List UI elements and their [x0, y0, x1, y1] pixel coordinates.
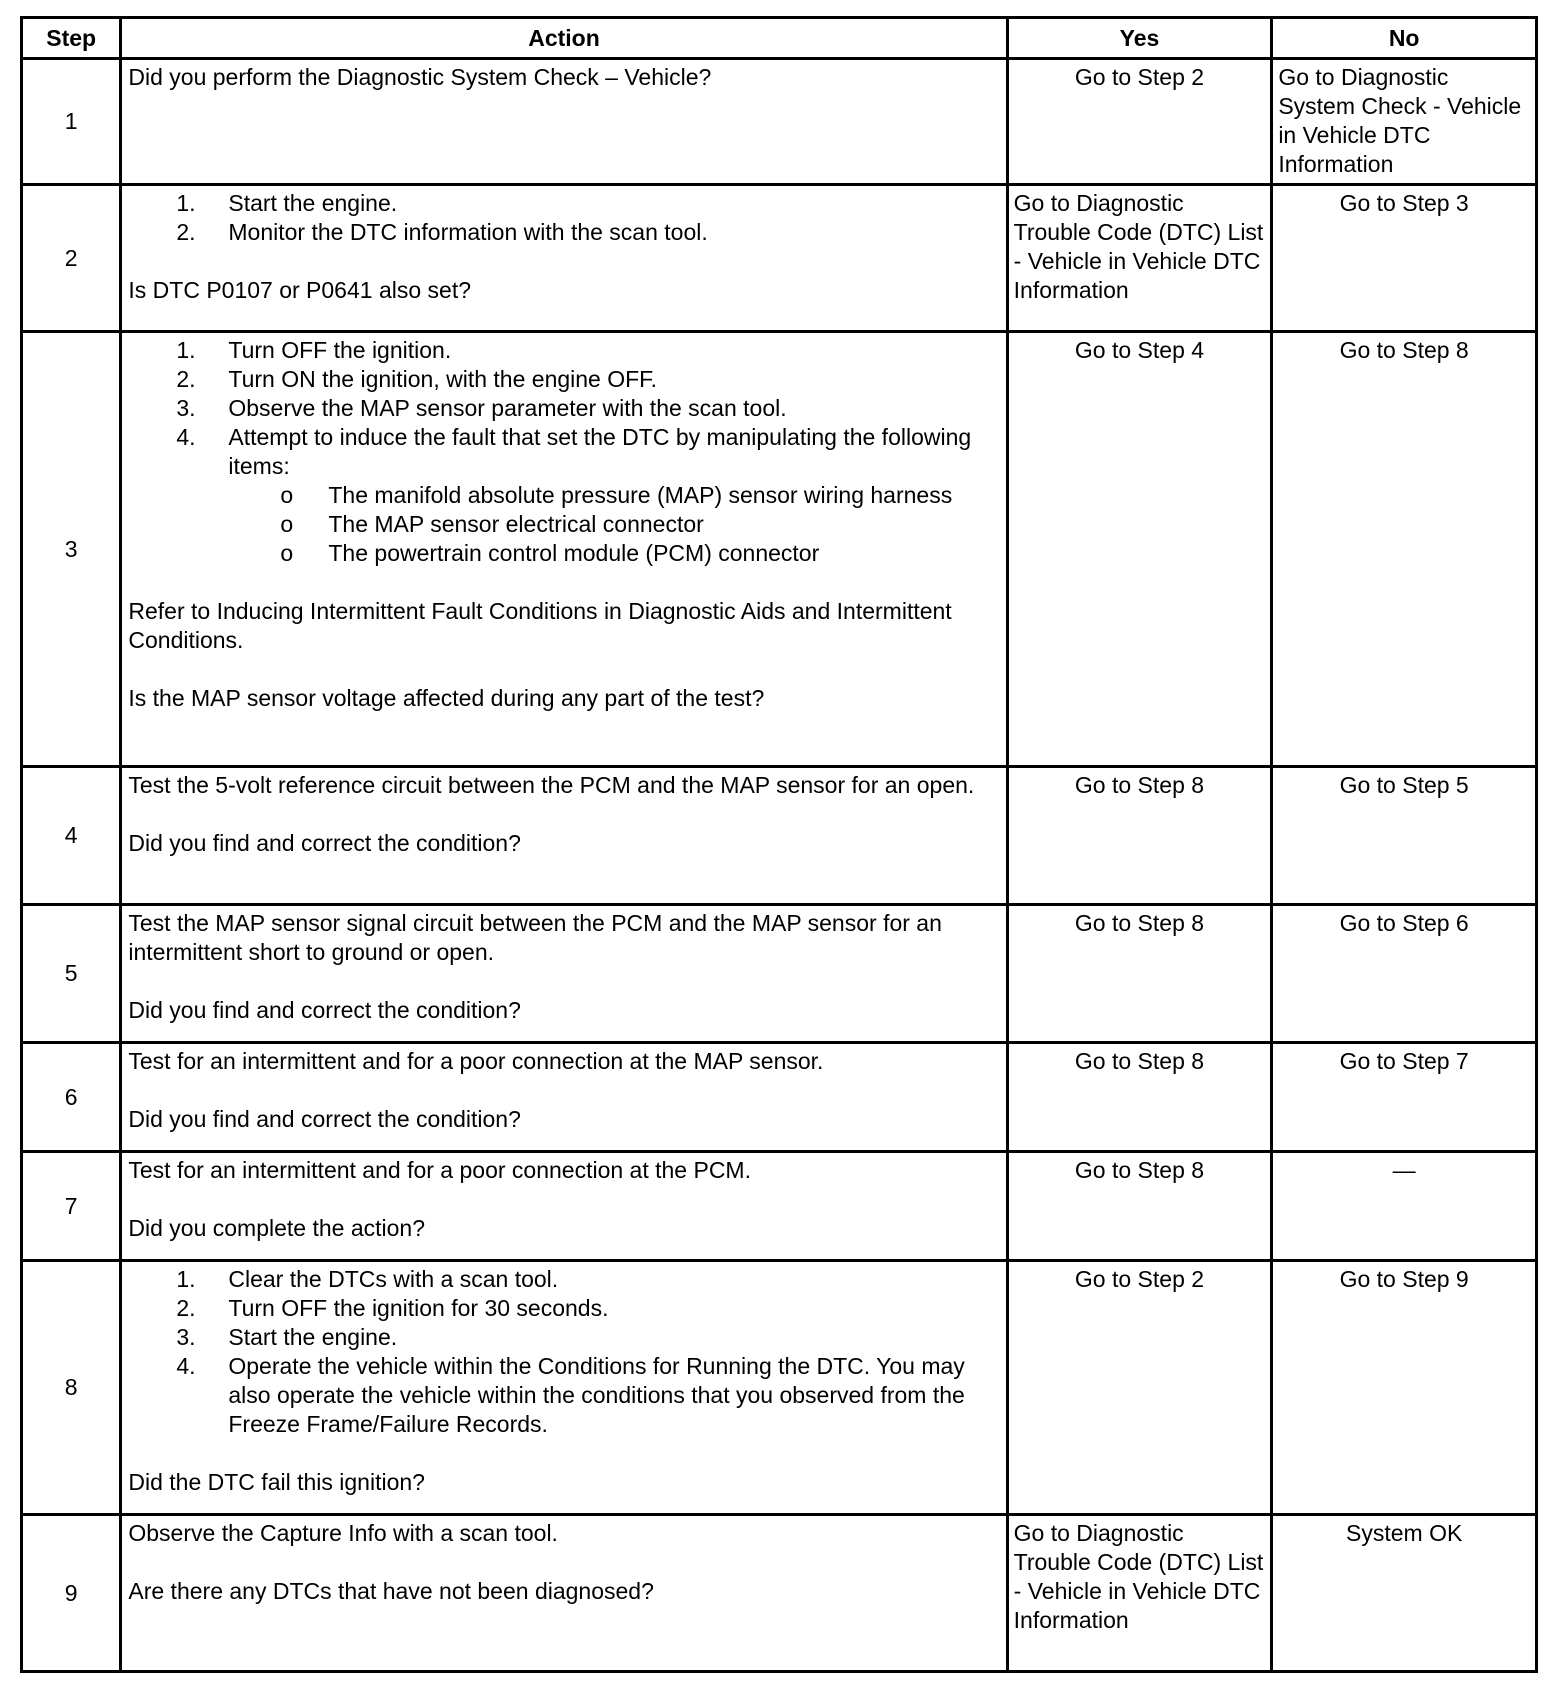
sub-list: [228, 481, 999, 568]
action-cell: [121, 1152, 1007, 1261]
yes-link[interactable]: Go to Step 2: [1074, 1266, 1205, 1292]
step-number: 3: [22, 332, 121, 767]
yes-link[interactable]: Go to Step 8: [1074, 910, 1205, 936]
action-question: Did the DTC fail this ignition?: [128, 1469, 425, 1495]
action-question: Did you complete the action?: [128, 1215, 425, 1241]
action-cell: [121, 185, 1007, 332]
no-cell: [1272, 905, 1537, 1043]
action-question: Are there any DTCs that have not been diagnosed?: [128, 1578, 654, 1604]
yes-link[interactable]: Go to Step 4: [1074, 337, 1205, 363]
action-question: Did you find and correct the condition?: [128, 997, 521, 1023]
list-item: 3. Observe the MAP sensor parameter with the scan tool.: [176, 395, 787, 421]
action-text: Test the 5-volt reference circuit between the PCM and the MAP sensor for an open.: [128, 772, 975, 798]
list-item: 3. Start the engine.: [176, 1324, 398, 1350]
no-link[interactable]: Go to Step 3: [1339, 190, 1469, 216]
step-number: 1: [22, 59, 121, 185]
yes-cell: [1007, 905, 1272, 1043]
diagnostic-table-container: [20, 16, 1538, 1673]
action-list: [128, 1265, 999, 1439]
step-number: 9: [22, 1515, 121, 1672]
no-cell: [1272, 1152, 1537, 1261]
yes-cell: [1007, 1043, 1272, 1152]
step-number: 6: [22, 1043, 121, 1152]
yes-cell: [1007, 332, 1272, 767]
yes-link[interactable]: Go to Step 8: [1074, 1157, 1205, 1183]
action-cell: [121, 905, 1007, 1043]
sub-list-item: o The powertrain control module (PCM) connector: [280, 540, 820, 566]
list-item: 4. Operate the vehicle within the Conditions for Running the DTC. You may also operate the vehicle within the conditions that you observed from the Freeze Frame/Failure Records.: [176, 1353, 965, 1437]
no-cell: [1272, 767, 1537, 905]
table-row: [22, 59, 1537, 185]
yes-cell: [1007, 1515, 1272, 1672]
header-no: No: [1272, 18, 1537, 59]
no-link[interactable]: Go to Step 8: [1339, 337, 1469, 363]
no-cell: [1272, 185, 1537, 332]
no-link[interactable]: Go to Step 7: [1339, 1048, 1469, 1074]
yes-link[interactable]: Go to Diagnostic Trouble Code (DTC) List - Vehicle in Vehicle DTC Information: [1013, 190, 1264, 303]
yes-cell: [1007, 767, 1272, 905]
yes-cell: [1007, 1152, 1272, 1261]
step-number: 8: [22, 1261, 121, 1515]
no-cell: [1272, 1515, 1537, 1672]
table-row: [22, 905, 1537, 1043]
action-question: Is the MAP sensor voltage affected during any part of the test?: [128, 685, 765, 711]
step-number: 5: [22, 905, 121, 1043]
no-dash: —: [1392, 1157, 1416, 1183]
yes-link[interactable]: Go to Diagnostic Trouble Code (DTC) List - Vehicle in Vehicle DTC Information: [1013, 1520, 1264, 1633]
no-cell: [1272, 1261, 1537, 1515]
action-question: Did you find and correct the condition?: [128, 1106, 521, 1132]
action-list: [128, 336, 999, 568]
table-row: [22, 332, 1537, 767]
no-link[interactable]: Go to Diagnostic System Check - Vehicle in Vehicle DTC Information: [1278, 64, 1522, 177]
table-row: [22, 1515, 1537, 1672]
yes-link[interactable]: Go to Step 8: [1074, 1048, 1205, 1074]
header-step: Step: [22, 18, 121, 59]
header-row: [22, 18, 1537, 59]
yes-link[interactable]: Go to Step 2: [1074, 64, 1205, 90]
action-note: Refer to Inducing Intermittent Fault Conditions in Diagnostic Aids and Intermittent Conditions.: [128, 598, 952, 653]
sub-list-item: o The manifold absolute pressure (MAP) sensor wiring harness: [280, 482, 953, 508]
yes-cell: [1007, 1261, 1272, 1515]
yes-link[interactable]: Go to Step 8: [1074, 772, 1205, 798]
table-row: [22, 1152, 1537, 1261]
action-text: Test for an intermittent and for a poor connection at the PCM.: [128, 1157, 751, 1183]
list-item: 1. Clear the DTCs with a scan tool.: [176, 1266, 559, 1292]
action-cell: [121, 767, 1007, 905]
action-list: [128, 189, 999, 247]
yes-cell: [1007, 185, 1272, 332]
action-question: Did you perform the Diagnostic System Check – Vehicle?: [128, 64, 712, 90]
step-number: 7: [22, 1152, 121, 1261]
no-link[interactable]: Go to Step 5: [1339, 772, 1469, 798]
table-row: [22, 1261, 1537, 1515]
action-question: Is DTC P0107 or P0641 also set?: [128, 277, 472, 303]
action-text: Observe the Capture Info with a scan tool.: [128, 1520, 558, 1546]
sub-list-item: o The MAP sensor electrical connector: [280, 511, 704, 537]
table-row: [22, 767, 1537, 905]
list-item: 1. Start the engine.: [176, 190, 398, 216]
action-cell: [121, 1261, 1007, 1515]
yes-cell: [1007, 59, 1272, 185]
diagnostic-table: [20, 16, 1538, 1673]
step-number: 4: [22, 767, 121, 905]
list-item: 1. Turn OFF the ignition.: [176, 337, 452, 363]
list-item: 2. Turn OFF the ignition for 30 seconds.: [176, 1295, 609, 1321]
list-item: 2. Monitor the DTC information with the scan tool.: [176, 219, 708, 245]
action-cell: [121, 59, 1007, 185]
action-text: Test the MAP sensor signal circuit between the PCM and the MAP sensor for an intermittent short to ground or open.: [128, 910, 942, 965]
action-cell: [121, 1515, 1007, 1672]
no-link[interactable]: Go to Step 9: [1339, 1266, 1469, 1292]
table-row: [22, 185, 1537, 332]
header-yes: Yes: [1007, 18, 1272, 59]
list-item: 4. Attempt to induce the fault that set the DTC by manipulating the following items: o The manifold absolute pressure (MAP) sensor wiring harness o The MAP sensor electrical connector o The powertrain control module (PCM) connector: [228, 423, 999, 568]
no-cell: [1272, 1043, 1537, 1152]
action-text: Test for an intermittent and for a poor connection at the MAP sensor.: [128, 1048, 824, 1074]
table-row: [22, 1043, 1537, 1152]
list-item: 2. Turn ON the ignition, with the engine OFF.: [176, 366, 658, 392]
no-result: System OK: [1346, 1520, 1463, 1546]
no-cell: [1272, 332, 1537, 767]
no-link[interactable]: Go to Step 6: [1339, 910, 1469, 936]
header-action: Action: [121, 18, 1007, 59]
action-cell: [121, 332, 1007, 767]
action-cell: [121, 1043, 1007, 1152]
action-question: Did you find and correct the condition?: [128, 830, 521, 856]
step-number: 2: [22, 185, 121, 332]
no-cell: [1272, 59, 1537, 185]
